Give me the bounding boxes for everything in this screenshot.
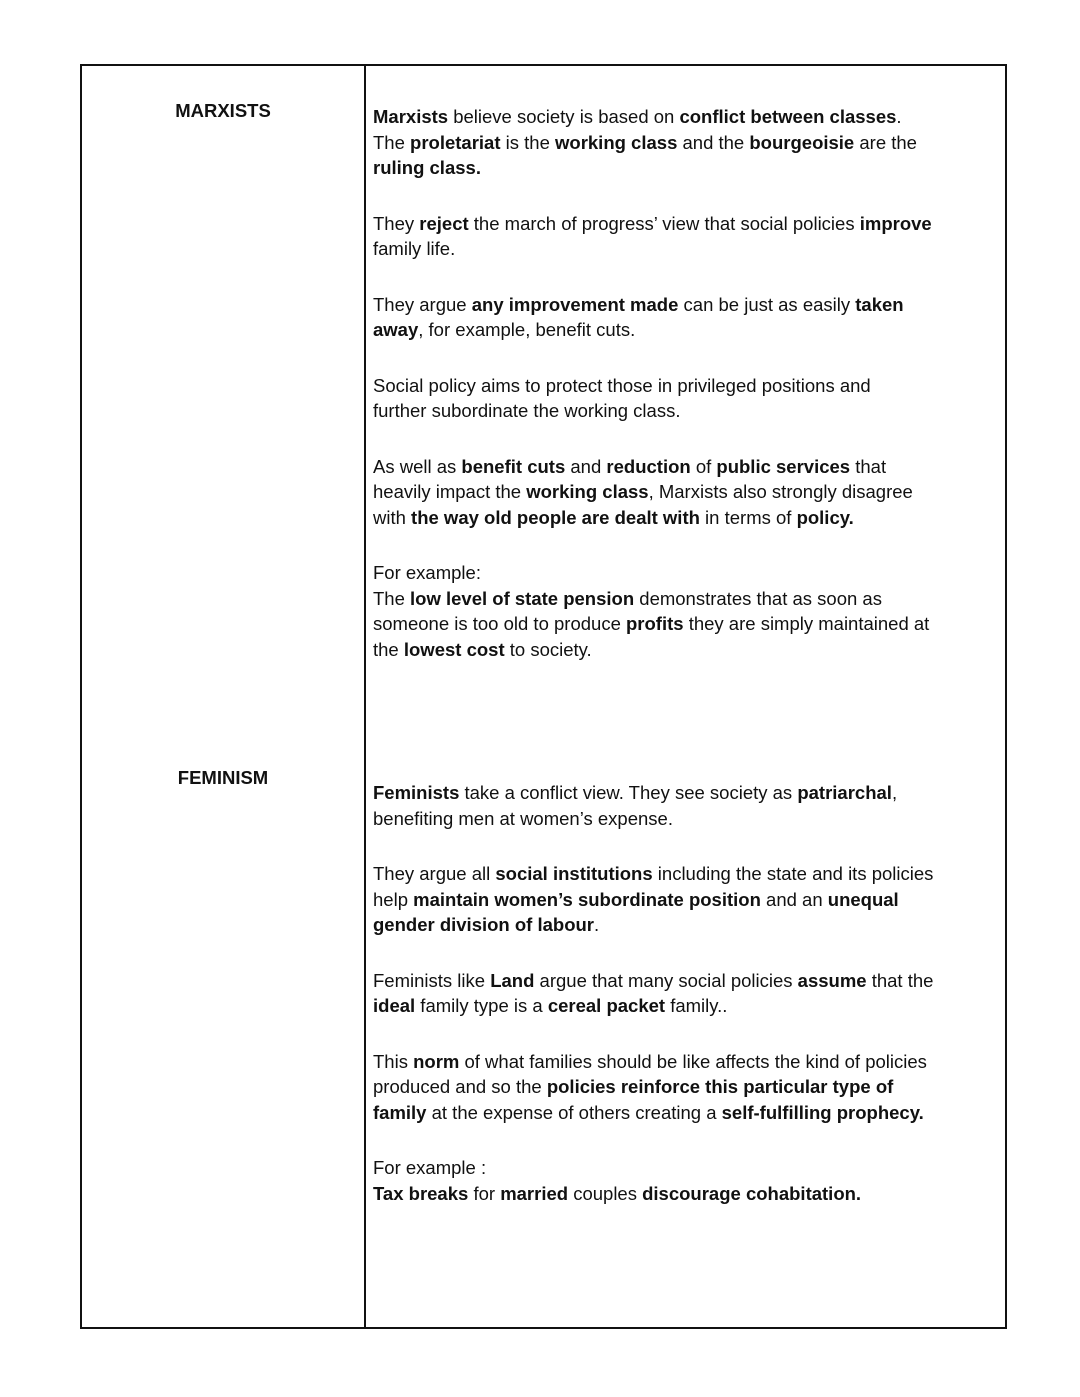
text-run: For example : bbox=[373, 1157, 487, 1178]
bold-text-run: policies reinforce this particular type of bbox=[546, 1076, 894, 1097]
text-run: demonstrates that as soon as bbox=[634, 587, 882, 609]
paragraph bbox=[373, 780, 993, 831]
text-run: including the state and its policies bbox=[652, 863, 934, 884]
paragraph bbox=[373, 1049, 993, 1126]
text-run: family type is a bbox=[415, 995, 548, 1016]
bold-text-run: bourgeoisie bbox=[749, 131, 855, 153]
bold-text-run: benefit cuts bbox=[461, 455, 566, 477]
marxists-content bbox=[373, 104, 993, 692]
text-line bbox=[373, 454, 993, 480]
text-run: take a conflict view. They see society as bbox=[459, 782, 798, 803]
bold-text-run: taken bbox=[855, 293, 904, 315]
text-line bbox=[373, 1155, 993, 1181]
text-run: They argue all bbox=[373, 863, 496, 884]
text-run: heavily impact the bbox=[373, 481, 527, 502]
text-run: They bbox=[373, 212, 420, 234]
text-run: with bbox=[373, 506, 412, 528]
bold-text-run: Marxists bbox=[373, 106, 449, 127]
bold-text-run: gender division of labour bbox=[373, 914, 594, 935]
text-line bbox=[373, 236, 993, 262]
bold-text-run: self-fulfilling prophecy. bbox=[721, 1101, 924, 1123]
text-run: at the expense of others creating a bbox=[426, 1101, 722, 1123]
text-run: someone is too old to produce bbox=[373, 613, 626, 634]
bold-text-run: any improvement made bbox=[471, 293, 679, 315]
bold-text-run: away bbox=[373, 319, 419, 340]
bold-text-run: Feminists bbox=[373, 782, 460, 803]
text-line bbox=[373, 479, 993, 505]
bold-text-run: policy. bbox=[796, 506, 854, 528]
paragraph bbox=[373, 373, 993, 424]
text-line bbox=[373, 373, 993, 399]
bold-text-run: reject bbox=[419, 212, 469, 234]
notes-table bbox=[80, 64, 1007, 1329]
text-run: for bbox=[468, 1182, 501, 1204]
text-line bbox=[373, 317, 993, 343]
text-run: family.. bbox=[665, 995, 728, 1016]
text-run: This bbox=[373, 1050, 414, 1072]
bold-text-run: ruling class. bbox=[373, 157, 481, 178]
bold-text-run: profits bbox=[626, 613, 684, 634]
text-line bbox=[373, 912, 993, 938]
bold-text-run: public services bbox=[716, 455, 851, 477]
text-run: , for example, benefit cuts. bbox=[418, 319, 636, 340]
bold-text-run: family bbox=[373, 1101, 427, 1123]
text-run: Feminists like bbox=[373, 969, 491, 991]
text-line bbox=[373, 968, 993, 994]
bold-text-run: married bbox=[500, 1182, 569, 1204]
heading-feminism: FEMINISM bbox=[177, 767, 269, 788]
text-run: of what families should be like affects the kind of policies bbox=[459, 1050, 927, 1072]
text-run: , Marxists also strongly disagree bbox=[648, 481, 913, 502]
bold-text-run: conflict between classes bbox=[679, 106, 897, 127]
text-run: . bbox=[896, 106, 902, 127]
text-line bbox=[373, 1181, 993, 1207]
text-run: For example: bbox=[373, 562, 481, 583]
text-run: and the bbox=[677, 131, 750, 153]
text-run: help bbox=[373, 888, 414, 910]
paragraph bbox=[373, 211, 993, 262]
text-run: argue that many social policies bbox=[534, 969, 798, 991]
text-run: The bbox=[373, 131, 411, 153]
bold-text-run: reduction bbox=[606, 455, 691, 477]
bold-text-run: assume bbox=[797, 969, 867, 991]
text-line bbox=[373, 398, 993, 424]
bold-text-run: proletariat bbox=[410, 131, 501, 153]
feminism-content bbox=[373, 780, 993, 1236]
text-run: can be just as easily bbox=[678, 293, 856, 315]
bold-text-run: unequal bbox=[827, 888, 899, 910]
paragraph bbox=[373, 861, 993, 938]
text-line bbox=[373, 130, 993, 156]
bold-text-run: the way old people are dealt with bbox=[411, 506, 700, 528]
text-run: the march of progress’ view that social policies bbox=[468, 212, 860, 234]
bold-text-run: improve bbox=[859, 212, 932, 234]
heading-marxists: MARXISTS bbox=[175, 100, 271, 121]
text-line bbox=[373, 806, 993, 832]
text-run: that the bbox=[866, 969, 934, 991]
text-line bbox=[373, 1100, 993, 1126]
text-line bbox=[373, 1074, 993, 1100]
text-run: of bbox=[690, 455, 717, 477]
bold-text-run: ideal bbox=[373, 995, 416, 1016]
text-run: As well as bbox=[373, 455, 462, 477]
text-run: they are simply maintained at bbox=[683, 613, 930, 634]
bold-text-run: lowest cost bbox=[403, 638, 505, 660]
text-run: They argue bbox=[373, 293, 472, 315]
bold-text-run: working class bbox=[526, 481, 649, 502]
text-run: Social policy aims to protect those in privileged positions and bbox=[373, 374, 871, 396]
bold-text-run: patriarchal bbox=[797, 782, 892, 803]
paragraph bbox=[373, 968, 993, 1019]
text-line bbox=[373, 1049, 993, 1075]
bold-text-run: low level of state pension bbox=[410, 587, 635, 609]
text-run: the bbox=[373, 638, 404, 660]
text-line bbox=[373, 993, 993, 1019]
text-run: in terms of bbox=[699, 506, 797, 528]
bold-text-run: cereal packet bbox=[547, 995, 666, 1016]
text-run: benefiting men at women’s expense. bbox=[373, 807, 673, 829]
text-run: and an bbox=[760, 888, 828, 910]
bold-text-run: Land bbox=[490, 969, 535, 991]
text-run: The bbox=[373, 587, 411, 609]
bold-text-run: norm bbox=[413, 1050, 460, 1072]
text-line bbox=[373, 586, 993, 612]
bold-text-run: discourage cohabitation. bbox=[642, 1182, 862, 1204]
text-line bbox=[373, 560, 993, 586]
text-run: produced and so the bbox=[373, 1076, 547, 1097]
text-line bbox=[373, 780, 993, 806]
paragraph bbox=[373, 560, 993, 662]
text-run: to society. bbox=[504, 638, 592, 660]
paragraph bbox=[373, 104, 993, 181]
bold-text-run: maintain women’s subordinate position bbox=[413, 888, 761, 910]
text-line bbox=[373, 505, 993, 531]
text-line bbox=[373, 861, 993, 887]
text-run: that bbox=[850, 455, 887, 477]
text-line bbox=[373, 637, 993, 663]
text-run: and bbox=[565, 455, 607, 477]
bold-text-run: social institutions bbox=[495, 863, 653, 884]
text-run: . bbox=[594, 914, 600, 935]
text-line bbox=[373, 211, 993, 237]
text-run: couples bbox=[568, 1182, 643, 1204]
text-line bbox=[373, 611, 993, 637]
paragraph bbox=[373, 292, 993, 343]
text-run: , bbox=[891, 782, 898, 803]
text-run: family life. bbox=[373, 238, 456, 259]
bold-text-run: Tax breaks bbox=[373, 1182, 469, 1204]
text-line bbox=[373, 887, 993, 913]
text-line bbox=[373, 292, 993, 318]
bold-text-run: working class bbox=[555, 131, 678, 153]
text-run: further subordinate the working class. bbox=[373, 400, 681, 421]
column-divider bbox=[364, 66, 366, 1327]
text-run: believe society is based on bbox=[448, 106, 680, 127]
text-line bbox=[373, 155, 993, 181]
text-run: are the bbox=[854, 131, 917, 153]
paragraph bbox=[373, 1155, 993, 1206]
text-line bbox=[373, 104, 993, 130]
paragraph bbox=[373, 454, 993, 531]
text-run: is the bbox=[500, 131, 555, 153]
